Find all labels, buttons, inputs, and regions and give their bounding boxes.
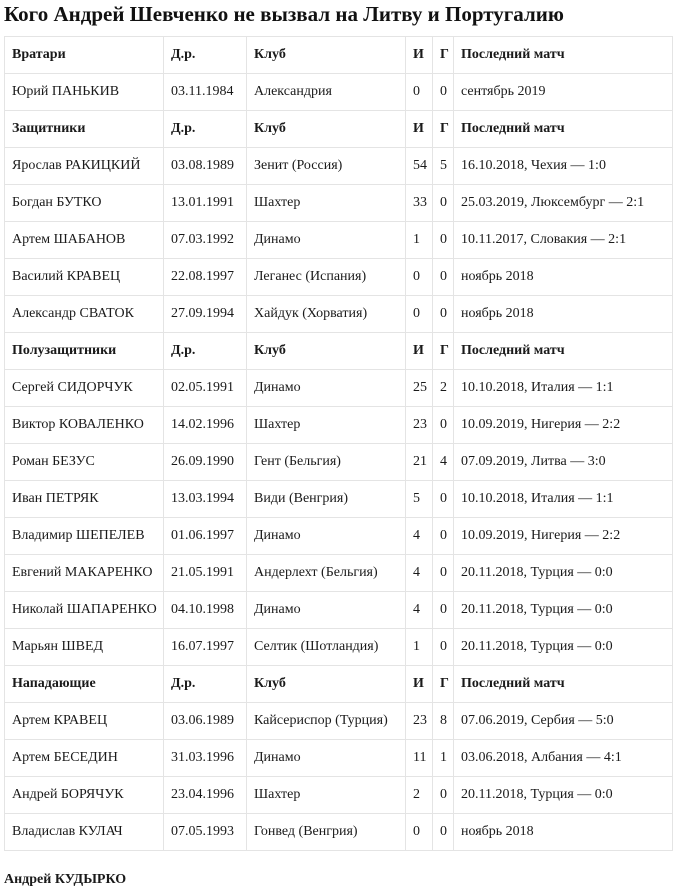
player-goals: 0 [433,481,454,518]
player-club: Динамо [247,592,406,629]
player-birthdate: 31.03.1996 [164,740,247,777]
position-header: Нападающие [5,666,164,703]
player-name: Роман БЕЗУС [5,444,164,481]
player-club: Александрия [247,74,406,111]
player-club: Види (Венгрия) [247,481,406,518]
player-last-match: 20.11.2018, Турция — 0:0 [454,777,673,814]
last-match-header: Последний матч [454,333,673,370]
player-name: Александр СВАТОК [5,296,164,333]
table-row [5,407,673,444]
player-birthdate: 14.02.1996 [164,407,247,444]
player-club: Андерлехт (Бельгия) [247,555,406,592]
squad-table [4,36,673,851]
player-name: Артем БЕСЕДИН [5,740,164,777]
player-club: Гент (Бельгия) [247,444,406,481]
player-games: 11 [406,740,433,777]
player-birthdate: 07.03.1992 [164,222,247,259]
player-last-match: 10.09.2019, Нигерия — 2:2 [454,518,673,555]
player-club: Хайдук (Хорватия) [247,296,406,333]
player-name: Николай ШАПАРЕНКО [5,592,164,629]
position-header: Полузащитники [5,333,164,370]
player-games: 25 [406,370,433,407]
birthdate-header: Д.р. [164,666,247,703]
table-row [5,148,673,185]
player-name: Владимир ШЕПЕЛЕВ [5,518,164,555]
player-birthdate: 27.09.1994 [164,296,247,333]
player-goals: 1 [433,740,454,777]
player-birthdate: 23.04.1996 [164,777,247,814]
player-goals: 0 [433,592,454,629]
table-row [5,518,673,555]
table-row [5,777,673,814]
player-games: 23 [406,703,433,740]
player-goals: 0 [433,259,454,296]
player-name: Владислав КУЛАЧ [5,814,164,851]
player-games: 1 [406,222,433,259]
player-birthdate: 21.05.1991 [164,555,247,592]
player-birthdate: 22.08.1997 [164,259,247,296]
player-club: Кайсериспор (Турция) [247,703,406,740]
player-last-match: 25.03.2019, Люксембург — 2:1 [454,185,673,222]
goals-header: Г [433,37,454,74]
player-goals: 0 [433,185,454,222]
player-goals: 0 [433,777,454,814]
birthdate-header: Д.р. [164,333,247,370]
goals-header: Г [433,111,454,148]
player-games: 0 [406,814,433,851]
games-header: И [406,37,433,74]
player-goals: 0 [433,296,454,333]
player-goals: 0 [433,74,454,111]
player-birthdate: 03.06.1989 [164,703,247,740]
table-row [5,740,673,777]
player-name: Богдан БУТКО [5,185,164,222]
player-name: Василий КРАВЕЦ [5,259,164,296]
player-last-match: ноябрь 2018 [454,814,673,851]
club-header: Клуб [247,37,406,74]
section-header-row [5,111,673,148]
player-birthdate: 13.01.1991 [164,185,247,222]
player-games: 1 [406,629,433,666]
goals-header: Г [433,666,454,703]
table-row [5,444,673,481]
player-games: 0 [406,74,433,111]
table-row [5,185,673,222]
player-games: 33 [406,185,433,222]
player-goals: 0 [433,555,454,592]
player-goals: 0 [433,407,454,444]
player-club: Динамо [247,222,406,259]
squad-table-body [5,37,673,851]
player-name: Иван ПЕТРЯК [5,481,164,518]
player-last-match: 07.09.2019, Литва — 3:0 [454,444,673,481]
player-games: 23 [406,407,433,444]
player-name: Ярослав РАКИЦКИЙ [5,148,164,185]
player-name: Сергей СИДОРЧУК [5,370,164,407]
table-row [5,259,673,296]
player-goals: 0 [433,518,454,555]
player-last-match: 07.06.2019, Сербия — 5:0 [454,703,673,740]
player-club: Гонвед (Венгрия) [247,814,406,851]
table-row [5,370,673,407]
last-match-header: Последний матч [454,111,673,148]
player-name: Евгений МАКАРЕНКО [5,555,164,592]
player-birthdate: 03.11.1984 [164,74,247,111]
player-birthdate: 01.06.1997 [164,518,247,555]
player-name: Артем ШАБАНОВ [5,222,164,259]
player-last-match: 10.11.2017, Словакия — 2:1 [454,222,673,259]
player-goals: 8 [433,703,454,740]
birthdate-header: Д.р. [164,111,247,148]
player-birthdate: 02.05.1991 [164,370,247,407]
player-games: 21 [406,444,433,481]
player-games: 5 [406,481,433,518]
player-club: Селтик (Шотландия) [247,629,406,666]
player-goals: 0 [433,814,454,851]
games-header: И [406,333,433,370]
player-birthdate: 03.08.1989 [164,148,247,185]
player-games: 2 [406,777,433,814]
player-games: 4 [406,555,433,592]
player-last-match: 10.09.2019, Нигерия — 2:2 [454,407,673,444]
player-games: 4 [406,592,433,629]
club-header: Клуб [247,333,406,370]
club-header: Клуб [247,111,406,148]
player-last-match: 16.10.2018, Чехия — 1:0 [454,148,673,185]
player-club: Зенит (Россия) [247,148,406,185]
position-header: Защитники [5,111,164,148]
player-last-match: ноябрь 2018 [454,259,673,296]
position-header: Вратари [5,37,164,74]
table-row [5,222,673,259]
table-row [5,629,673,666]
player-last-match: 20.11.2018, Турция — 0:0 [454,592,673,629]
player-name: Виктор КОВАЛЕНКО [5,407,164,444]
player-birthdate: 16.07.1997 [164,629,247,666]
games-header: И [406,666,433,703]
player-goals: 5 [433,148,454,185]
player-last-match: 10.10.2018, Италия — 1:1 [454,370,673,407]
player-birthdate: 26.09.1990 [164,444,247,481]
player-club: Динамо [247,740,406,777]
player-club: Шахтер [247,777,406,814]
goals-header: Г [433,333,454,370]
player-name: Андрей БОРЯЧУК [5,777,164,814]
player-club: Шахтер [247,407,406,444]
player-birthdate: 04.10.1998 [164,592,247,629]
player-games: 0 [406,296,433,333]
table-row [5,296,673,333]
player-last-match: сентябрь 2019 [454,74,673,111]
table-row [5,555,673,592]
last-match-header: Последний матч [454,37,673,74]
player-club: Динамо [247,518,406,555]
table-row [5,814,673,851]
player-goals: 2 [433,370,454,407]
player-last-match: 03.06.2018, Албания — 4:1 [454,740,673,777]
player-name: Юрий ПАНЬКИВ [5,74,164,111]
games-header: И [406,111,433,148]
birthdate-header: Д.р. [164,37,247,74]
club-header: Клуб [247,666,406,703]
player-last-match: ноябрь 2018 [454,296,673,333]
player-games: 0 [406,259,433,296]
player-club: Динамо [247,370,406,407]
table-row [5,703,673,740]
player-goals: 0 [433,629,454,666]
player-games: 54 [406,148,433,185]
player-last-match: 10.10.2018, Италия — 1:1 [454,481,673,518]
table-row [5,74,673,111]
player-birthdate: 13.03.1994 [164,481,247,518]
last-match-header: Последний матч [454,666,673,703]
player-birthdate: 07.05.1993 [164,814,247,851]
page-title: Кого Андрей Шевченко не вызвал на Литву и Португалию [4,2,564,26]
section-header-row [5,333,673,370]
player-goals: 4 [433,444,454,481]
table-row [5,592,673,629]
player-name: Артем КРАВЕЦ [5,703,164,740]
section-header-row [5,37,673,74]
table-row [5,481,673,518]
footer-player-name: Андрей КУДЫРКО [4,872,127,887]
player-name: Марьян ШВЕД [5,629,164,666]
player-club: Шахтер [247,185,406,222]
player-last-match: 20.11.2018, Турция — 0:0 [454,629,673,666]
player-last-match: 20.11.2018, Турция — 0:0 [454,555,673,592]
player-club: Леганес (Испания) [247,259,406,296]
section-header-row [5,666,673,703]
player-goals: 0 [433,222,454,259]
player-games: 4 [406,518,433,555]
